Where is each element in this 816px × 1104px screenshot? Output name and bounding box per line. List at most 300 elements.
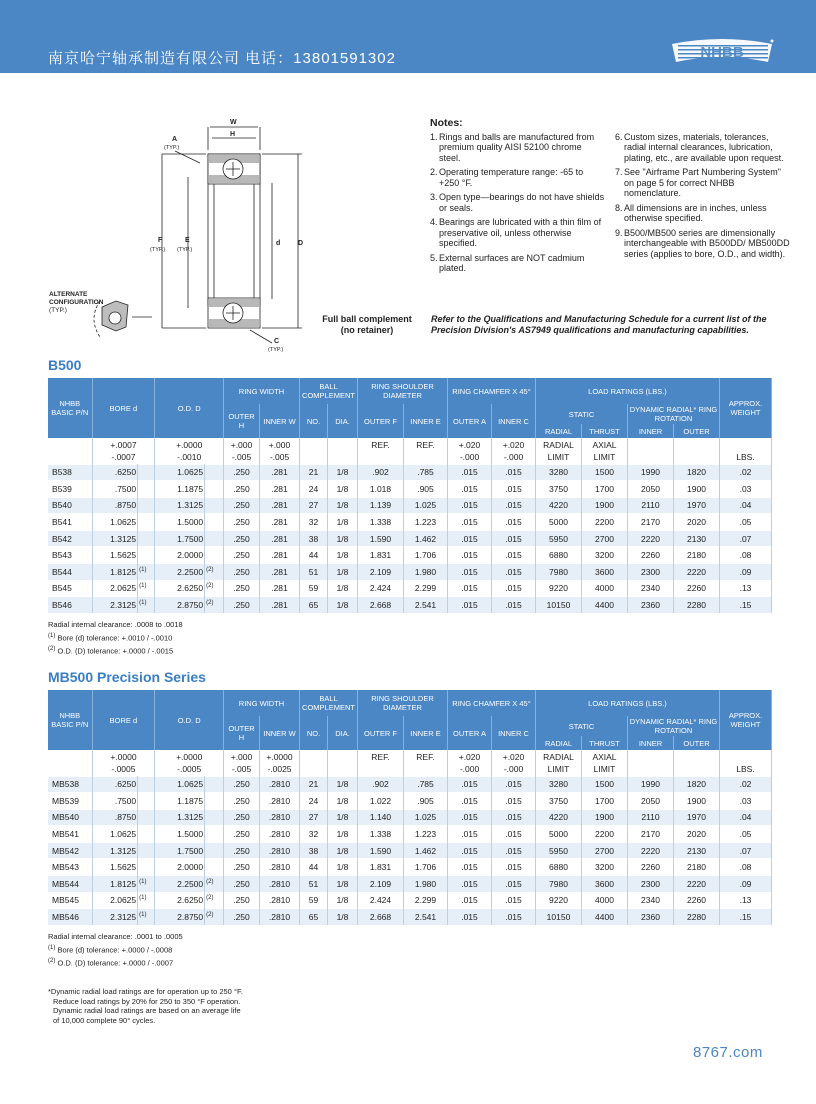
table-cell: .905 — [404, 793, 448, 810]
table-cell: 1.5000 — [155, 514, 205, 531]
b500-footnotes — [48, 620, 183, 657]
tolerance-cell — [300, 438, 328, 451]
tolerance-cell: AXIAL — [582, 438, 628, 451]
note-text: Custom sizes, materials, tolerances, radial internal clearances, lubrication, plating, etc., are available upon request. — [624, 131, 784, 163]
tolerance-cell — [628, 763, 674, 776]
table-cell: 1.8125 — [92, 564, 138, 581]
table-cell: .015 — [448, 842, 492, 859]
header-dyn-inner: INNER — [628, 424, 674, 438]
table-cell: .281 — [260, 597, 300, 614]
table-cell: B539 — [48, 481, 92, 498]
tolerance-cell: -.0025 — [260, 763, 300, 776]
header-ball-complement: BALL COMPLEMENT — [300, 690, 358, 716]
table-cell: 4000 — [582, 580, 628, 597]
table-row — [48, 564, 772, 581]
table-cell: .015 — [492, 514, 536, 531]
table-cell: .281 — [260, 514, 300, 531]
table-cell: 1.0625 — [92, 514, 138, 531]
table-cell: B541 — [48, 514, 92, 531]
header-chamfer: RING CHAMFER X 45° — [448, 378, 536, 404]
table-cell: .281 — [260, 481, 300, 498]
table-row — [48, 842, 772, 859]
table-cell: .015 — [448, 530, 492, 547]
table-cell: 2.299 — [404, 892, 448, 909]
tolerance-cell — [328, 750, 358, 763]
tolerance-cell — [674, 763, 720, 776]
table-cell — [205, 876, 224, 893]
tolerance-cell: +.0000 — [260, 750, 300, 763]
header-thrust: THRUST — [582, 424, 628, 438]
table-cell: 2110 — [628, 809, 674, 826]
header-shoulder-diameter: RING SHOULDER DIAMETER — [358, 378, 448, 404]
table-cell: .15 — [720, 597, 772, 614]
table-cell: 44 — [300, 859, 328, 876]
footnote-mark: (1) — [139, 912, 147, 919]
table-cell: 2220 — [674, 876, 720, 893]
table-cell: 2.6250 — [155, 580, 205, 597]
table-cell: .785 — [404, 776, 448, 793]
tolerance-cell — [628, 438, 674, 451]
header-static: STATIC — [536, 716, 628, 736]
table-cell: 65 — [300, 909, 328, 926]
table-cell: .015 — [448, 826, 492, 843]
tolerance-cell: AXIAL — [582, 750, 628, 763]
table-cell: .6250 — [92, 776, 138, 793]
table-cell: .015 — [492, 909, 536, 926]
table-cell: 1900 — [674, 481, 720, 498]
table-cell: .015 — [448, 597, 492, 614]
svg-text:E: E — [185, 237, 190, 244]
note-text: All dimensions are in inches, unless otherwise specified. — [624, 202, 767, 223]
tolerance-cell: +.0000 — [155, 750, 224, 763]
note-item — [430, 217, 605, 249]
table-cell: MB546 — [48, 909, 92, 926]
table-cell: MB543 — [48, 859, 92, 876]
footnote-line — [48, 631, 183, 644]
table-cell: .250 — [224, 497, 260, 514]
table-cell: 2.0000 — [155, 547, 205, 564]
table-cell — [205, 826, 224, 843]
tolerance-cell — [300, 763, 328, 776]
tolerance-cell: REF. — [358, 438, 404, 451]
table-cell: 1/8 — [328, 909, 358, 926]
tolerance-cell: -.000 — [448, 763, 492, 776]
table-cell: 3200 — [582, 859, 628, 876]
svg-text:(TYP.): (TYP.) — [164, 145, 180, 151]
footnote-text: Radial internal clearance: .0008 to .0018 — [48, 620, 183, 629]
table-cell: .015 — [492, 597, 536, 614]
note-item — [430, 253, 605, 274]
header-ring-width: RING WIDTH — [224, 378, 300, 404]
footnote-text: Bore (d) tolerance: +.0010 / -.0010 — [57, 633, 173, 642]
header-radial: RADIAL — [536, 424, 582, 438]
table-cell: 2.424 — [358, 892, 404, 909]
table-cell: 1/8 — [328, 564, 358, 581]
table-cell: .015 — [492, 892, 536, 909]
table-cell: .015 — [492, 876, 536, 893]
header-part-number: NHBB BASIC P/N — [48, 690, 92, 750]
header-ball-complement: BALL COMPLEMENT — [300, 378, 358, 404]
note-item — [430, 167, 605, 188]
table-cell: 2200 — [582, 514, 628, 531]
b500-title: B500 — [48, 357, 82, 373]
table-cell: 1.338 — [358, 826, 404, 843]
table-cell: 2220 — [628, 530, 674, 547]
table-cell: 38 — [300, 842, 328, 859]
table-cell: 2340 — [628, 580, 674, 597]
table-cell: 1.0625 — [155, 776, 205, 793]
site-url[interactable]: 8767.com — [693, 1044, 763, 1061]
header-inner-e: INNER E — [404, 716, 448, 750]
table-cell: 4220 — [536, 809, 582, 826]
note-number: 4. — [430, 217, 438, 227]
table-cell: .281 — [260, 580, 300, 597]
qualification-reference: Refer to the Qualifications and Manufacturing Schedule for a current list of the Precision Division's AS7949 qualifications and manufacturing capabilities. — [431, 314, 767, 335]
table-cell: .2810 — [260, 793, 300, 810]
header-outer-a: OUTER A — [448, 404, 492, 438]
table-cell: 2300 — [628, 564, 674, 581]
table-cell: 2130 — [674, 530, 720, 547]
tolerance-cell: -.000 — [448, 451, 492, 464]
table-row — [48, 776, 772, 793]
table-cell: 2.424 — [358, 580, 404, 597]
table-cell — [138, 809, 155, 826]
table-cell: 2260 — [674, 580, 720, 597]
table-cell — [138, 547, 155, 564]
table-cell: 1/8 — [328, 776, 358, 793]
header-inner-w: INNER W — [260, 716, 300, 750]
table-cell: 1/8 — [328, 497, 358, 514]
table-cell: MB541 — [48, 826, 92, 843]
table-cell: 10150 — [536, 909, 582, 926]
table-cell: 1.338 — [358, 514, 404, 531]
footnote-line — [48, 644, 183, 657]
note-item — [615, 167, 790, 199]
table-cell — [138, 826, 155, 843]
table-cell: 59 — [300, 580, 328, 597]
tolerance-cell — [674, 451, 720, 464]
table-cell: .08 — [720, 547, 772, 564]
header-dynamic: DYNAMIC RADIAL* RING ROTATION — [628, 716, 720, 736]
table-row — [48, 809, 772, 826]
table-cell: 2280 — [674, 597, 720, 614]
svg-text:W: W — [230, 119, 237, 126]
tolerance-row — [48, 750, 772, 763]
table-cell: 1/8 — [328, 580, 358, 597]
table-row — [48, 514, 772, 531]
table-cell: B545 — [48, 580, 92, 597]
notes-title: Notes: — [430, 117, 463, 129]
table-cell: 4400 — [582, 597, 628, 614]
table-cell: 1820 — [674, 464, 720, 481]
table-cell: 1.706 — [404, 859, 448, 876]
table-cell: 2.109 — [358, 876, 404, 893]
footnote-mark: (2) — [206, 567, 214, 574]
notes-right-column — [615, 132, 790, 278]
table-cell: 2280 — [674, 909, 720, 926]
table-cell: 1/8 — [328, 859, 358, 876]
table-cell: 1990 — [628, 776, 674, 793]
dynamic-note-line: Reduce load ratings by 20% for 250 to 350 °F operation. — [53, 996, 241, 1006]
table-cell: 1820 — [674, 776, 720, 793]
table-cell — [205, 842, 224, 859]
table-cell: .015 — [492, 580, 536, 597]
table-cell: 3280 — [536, 464, 582, 481]
table-row — [48, 892, 772, 909]
header-static: STATIC — [536, 404, 628, 424]
table-cell: 1.223 — [404, 514, 448, 531]
table-cell: 1900 — [674, 793, 720, 810]
table-cell: .250 — [224, 809, 260, 826]
table-cell: 2260 — [674, 892, 720, 909]
table-cell: 21 — [300, 464, 328, 481]
table-cell: MB538 — [48, 776, 92, 793]
table-cell: 2180 — [674, 859, 720, 876]
table-cell: 2.3125 — [92, 909, 138, 926]
table-cell — [138, 909, 155, 926]
tolerance-cell: -.005 — [260, 451, 300, 464]
note-number: 5. — [430, 252, 438, 263]
table-cell: 2260 — [628, 859, 674, 876]
table-row — [48, 859, 772, 876]
note-number: 1. — [430, 131, 438, 142]
table-cell — [138, 876, 155, 893]
tolerance-cell — [720, 750, 772, 763]
header-dyn-outer: OUTER — [674, 424, 720, 438]
table-cell: .250 — [224, 776, 260, 793]
table-cell: 1.025 — [404, 497, 448, 514]
table-row — [48, 497, 772, 514]
table-cell: B540 — [48, 497, 92, 514]
table-cell: 1.7500 — [155, 842, 205, 859]
svg-text:(TYP.): (TYP.) — [150, 247, 166, 253]
table-cell: .7500 — [92, 793, 138, 810]
table-cell: 3750 — [536, 793, 582, 810]
header-bar — [0, 0, 816, 73]
table-cell: 1.3125 — [155, 809, 205, 826]
tolerance-cell: LIMIT — [536, 763, 582, 776]
table-cell: .785 — [404, 464, 448, 481]
table-cell: .250 — [224, 530, 260, 547]
table-cell: 2360 — [628, 597, 674, 614]
table-cell: 2020 — [674, 514, 720, 531]
table-cell: B542 — [48, 530, 92, 547]
table-cell: .8750 — [92, 497, 138, 514]
table-cell: 1.462 — [404, 530, 448, 547]
svg-text:(TYP.): (TYP.) — [177, 247, 193, 253]
table-cell: 2.109 — [358, 564, 404, 581]
tolerance-cell — [674, 438, 720, 451]
table-cell: .015 — [448, 776, 492, 793]
table-cell: .2810 — [260, 909, 300, 926]
table-row — [48, 464, 772, 481]
table-cell: 1.3125 — [92, 530, 138, 547]
table-cell — [205, 481, 224, 498]
table-cell: 1700 — [582, 793, 628, 810]
table-cell: 2340 — [628, 892, 674, 909]
svg-text:CONFIGURATION: CONFIGURATION — [49, 299, 104, 306]
tolerance-cell: -.000 — [492, 763, 536, 776]
table-cell: .250 — [224, 564, 260, 581]
tolerance-cell: RADIAL — [536, 750, 582, 763]
tolerance-cell — [328, 438, 358, 451]
nhbb-logo — [668, 36, 776, 66]
table-cell: .8750 — [92, 809, 138, 826]
note-item — [430, 132, 605, 164]
tolerance-row — [48, 763, 772, 776]
tolerance-cell: +.0000 — [155, 438, 224, 451]
header-inner-w: INNER W — [260, 404, 300, 438]
svg-text:ALTERNATE: ALTERNATE — [49, 291, 88, 298]
table-cell: 3750 — [536, 481, 582, 498]
table-row — [48, 580, 772, 597]
table-cell: .015 — [492, 793, 536, 810]
header-weight: APPROX. WEIGHT — [720, 690, 772, 750]
table-cell: .250 — [224, 464, 260, 481]
table-cell: 1/8 — [328, 464, 358, 481]
table-cell: 5000 — [536, 826, 582, 843]
tolerance-cell: -.000 — [492, 451, 536, 464]
table-cell: .15 — [720, 909, 772, 926]
table-cell: 10150 — [536, 597, 582, 614]
tolerance-cell: +.020 — [448, 438, 492, 451]
note-text: See "Airframe Part Numbering System" on page 5 for correct NHBB nomenclature. — [624, 167, 781, 198]
svg-text:(TYP.): (TYP.) — [49, 307, 67, 314]
table-cell: 3200 — [582, 547, 628, 564]
table-cell: 7980 — [536, 876, 582, 893]
mb500-title: MB500 Precision Series — [48, 669, 206, 685]
table-cell: 1/8 — [328, 514, 358, 531]
header-bore: BORE d — [92, 690, 155, 750]
header-od: O.D. D — [155, 690, 224, 750]
table-cell: 2700 — [582, 530, 628, 547]
header-part-number: NHBB BASIC P/N — [48, 378, 92, 438]
table-cell: .015 — [492, 481, 536, 498]
table-cell — [138, 514, 155, 531]
table-cell: 4000 — [582, 892, 628, 909]
tolerance-cell: -.005 — [224, 451, 260, 464]
table-cell — [205, 892, 224, 909]
tolerance-cell: +.000 — [224, 438, 260, 451]
table-cell: 1.140 — [358, 809, 404, 826]
table-cell: .6250 — [92, 464, 138, 481]
dynamic-note-line: of 10,000 complete 90° cycles. — [53, 1015, 156, 1025]
tolerance-cell: -.0005 — [155, 763, 224, 776]
note-item — [430, 192, 605, 213]
table-cell: .03 — [720, 481, 772, 498]
table-cell: 1/8 — [328, 826, 358, 843]
table-cell — [205, 464, 224, 481]
tolerance-cell — [300, 451, 328, 464]
table-row — [48, 909, 772, 926]
tolerance-cell — [48, 438, 92, 451]
table-cell: 2300 — [628, 876, 674, 893]
table-cell — [205, 564, 224, 581]
table-cell: .015 — [448, 514, 492, 531]
table-cell: 2.2500 — [155, 876, 205, 893]
table-cell: .250 — [224, 892, 260, 909]
table-cell: 4400 — [582, 909, 628, 926]
table-cell: .015 — [448, 876, 492, 893]
table-cell: .250 — [224, 842, 260, 859]
table-cell: 1/8 — [328, 481, 358, 498]
table-cell: 1970 — [674, 497, 720, 514]
table-cell: .07 — [720, 530, 772, 547]
dynamic-note-line: Dynamic radial load ratings are based on an average life — [53, 1006, 241, 1015]
table-cell: .902 — [358, 464, 404, 481]
header-dyn-outer: OUTER — [674, 736, 720, 750]
tolerance-row — [48, 438, 772, 451]
table-cell: 1970 — [674, 809, 720, 826]
footnote-text: Bore (d) tolerance: +.0000 / -.0008 — [57, 945, 173, 954]
footnote-mark: (1) — [139, 583, 147, 590]
table-cell: .015 — [448, 909, 492, 926]
table-cell: .07 — [720, 842, 772, 859]
table-cell: 2.8750 — [155, 909, 205, 926]
note-text: Rings and balls are manufactured from premium quality AISI 52100 chrome steel. — [439, 131, 595, 163]
tolerance-cell — [328, 763, 358, 776]
table-cell: 1.7500 — [155, 530, 205, 547]
footnote-line — [48, 956, 183, 969]
table-cell: 1/8 — [328, 842, 358, 859]
table-cell: 51 — [300, 564, 328, 581]
note-text: Operating temperature range: -65 to +250 °F. — [439, 167, 584, 188]
svg-text:H: H — [230, 131, 236, 138]
tolerance-row — [48, 451, 772, 464]
table-cell: 65 — [300, 597, 328, 614]
table-cell: 2700 — [582, 842, 628, 859]
dynamic-note-line: *Dynamic radial load ratings are for operation up to 250 °F. — [48, 987, 243, 996]
footnote-mark: (2) — [206, 912, 214, 919]
header-ball-dia: DIA. — [328, 716, 358, 750]
table-cell: B538 — [48, 464, 92, 481]
footnote-mark: (1) — [139, 567, 147, 574]
table-cell: 2.6250 — [155, 892, 205, 909]
tolerance-cell: -.0007 — [92, 451, 155, 464]
table-cell: 1900 — [582, 809, 628, 826]
header-load-ratings: LOAD RATINGS (LBS.) — [536, 378, 720, 404]
tolerance-cell: +.020 — [492, 438, 536, 451]
svg-text:(TYP.): (TYP.) — [268, 347, 284, 353]
table-cell: .281 — [260, 530, 300, 547]
table-cell: 1.8125 — [92, 876, 138, 893]
table-cell — [205, 597, 224, 614]
table-cell: .015 — [492, 826, 536, 843]
table-row — [48, 530, 772, 547]
table-cell — [138, 464, 155, 481]
table-cell: 2220 — [628, 842, 674, 859]
notes-left-column — [430, 132, 605, 278]
tolerance-cell — [328, 451, 358, 464]
table-cell: .250 — [224, 481, 260, 498]
table-cell: 2130 — [674, 842, 720, 859]
svg-text:NHBB: NHBB — [700, 44, 744, 61]
header-inner-e: INNER E — [404, 404, 448, 438]
table-cell: 1500 — [582, 776, 628, 793]
table-cell: 5950 — [536, 530, 582, 547]
table-cell: .05 — [720, 826, 772, 843]
table-cell: .015 — [492, 859, 536, 876]
table-cell: 2.3125 — [92, 597, 138, 614]
table-cell: 1.3125 — [92, 842, 138, 859]
note-item — [615, 203, 790, 224]
table-cell: .015 — [448, 793, 492, 810]
table-cell — [205, 530, 224, 547]
header-dynamic: DYNAMIC RADIAL* RING ROTATION — [628, 404, 720, 424]
footnote-text: O.D. (D) tolerance: +.0000 / -.0007 — [57, 958, 174, 967]
table-cell: 7980 — [536, 564, 582, 581]
table-cell: .250 — [224, 547, 260, 564]
